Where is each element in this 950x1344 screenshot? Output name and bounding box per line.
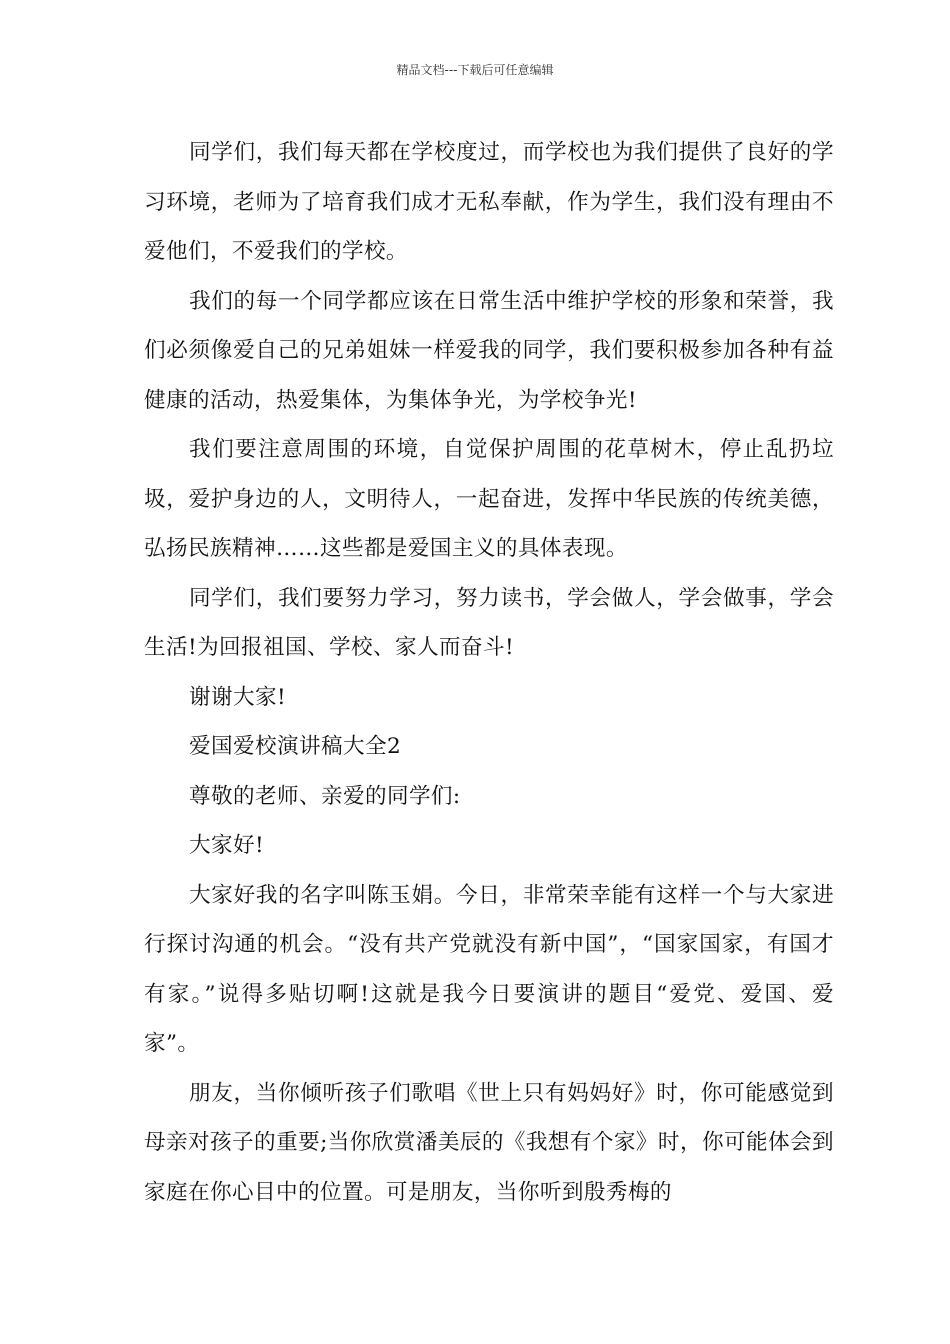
closing-line: 谢谢大家! — [189, 684, 287, 710]
greeting: 大家好! — [189, 833, 265, 858]
salutation: 尊敬的老师、亲爱的同学们: — [189, 783, 461, 809]
paragraph: 同学们，我们每天都在学校度过，而学校也为我们提供了良好的学习环境，老师为了培育我们成才无私奉献，作为学生，我们没有理由不爱他们，不爱我们的学校。 — [144, 140, 834, 264]
page-header: 精品文档---下载后可任意编辑 — [396, 63, 554, 77]
section-title: 爱国爱校演讲稿大全2 — [189, 734, 402, 759]
document-body — [144, 128, 834, 1217]
paragraph: 我们要注意周围的环境，自觉保护周围的花草树木，停止乱扔垃圾，爱护身边的人，文明待人，一起奋进，发挥中华民族的传统美德，弘扬民族精神……这些都是爱国主义的具体表现。 — [144, 437, 834, 561]
paragraph: 我们的每一个同学都应该在日常生活中维护学校的形象和荣誉，我们必须像爱自己的兄弟姐妹一样爱我的同学，我们要积极参加各种有益健康的活动，热爱集体，为集体争光，为学校争光! — [144, 288, 834, 413]
paragraph: 大家好我的名字叫陈玉娟。今日，非常荣幸能有这样一个与大家进行探讨沟通的机会。“没有共产党就没有新中国”，“国家国家，有国才有家。”说得多贴切啊!这就是我今日要演讲的题目“爱党、爱国、爱家”。 — [144, 882, 834, 1056]
paragraph: 朋友，当你倾听孩子们歌唱《世上只有妈妈好》时，你可能感觉到母亲对孩子的重要;当你欣赏潘美辰的《我想有个家》时，你可能体会到家庭在你心目中的位置。可是朋友，当你听到殷秀梅的 — [144, 1080, 834, 1205]
paragraph: 同学们，我们要努力学习，努力读书，学会做人，学会做事，学会生活!为回报祖国、学校、家人而奋斗! — [144, 585, 834, 660]
